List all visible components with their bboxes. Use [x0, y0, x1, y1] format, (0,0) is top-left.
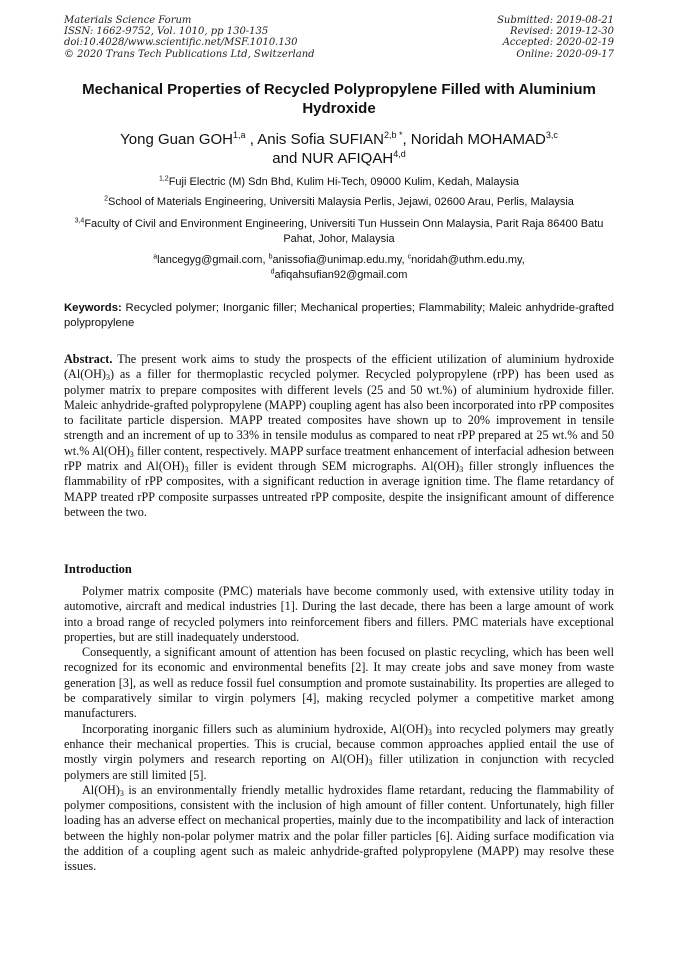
affiliation-1-text: Fuji Electric (M) Sdn Bhd, Kulim Hi-Tech, 09000 Kulim, Kedah, Malaysia [168, 176, 520, 188]
affiliation-2-sup: 2 [104, 195, 109, 203]
author-emails [64, 253, 614, 283]
author-2: Anis Sofia SUFIAN [257, 131, 384, 148]
email-d-sup: d [270, 268, 275, 276]
affiliation-3 [64, 217, 614, 247]
section-heading-introduction: Introduction [64, 562, 132, 576]
intro-paragraph-3 [64, 722, 614, 783]
author-separator: , [402, 131, 411, 148]
subscript: 3 [427, 727, 432, 737]
author-4-sup: 4,d [393, 149, 406, 159]
intro-text: filler utilization in conjunction with recycled polymers are still limited [5]. [64, 752, 614, 782]
author-3-sup: 3,c [545, 130, 558, 140]
affiliation-3-sup: 3,4 [74, 217, 85, 225]
author-1: Yong Guan GOH [120, 131, 234, 148]
subscript: 3 [184, 465, 189, 475]
intro-text: into recycled polymers may greatly enhance their mechanical properties. This is crucial, because common approaches applied entail the use of mostly virgin polymers and research reporting on Al(OH) [64, 721, 614, 767]
subscript: 3 [459, 465, 464, 475]
author-1-sup: 1,a [233, 130, 246, 140]
author-2-sup: 2,b * [383, 130, 403, 140]
journal-issn: ISSN: 1662-9752, Vol. 1010, pp 130-135 [64, 26, 269, 38]
journal-name: Materials Science Forum [64, 15, 192, 26]
subscript: 3 [368, 758, 373, 768]
abstract-text: filler strongly influences the flammability of rPP composites, with a significant reduction in average ignition time. The flame retardancy of MAPP treated rPP composite surpasses untreated rPP composite, despite the insignificant amount of difference between the two. [64, 459, 614, 519]
intro-text: Al(OH) [82, 782, 120, 797]
email-c-sup: c [407, 253, 412, 261]
affiliation-2 [64, 195, 614, 210]
intro-paragraph-2: Consequently, a significant amount of attention has been focused on plastic recycling, which has been well recognized for its economic and environmental benefits [2]. It may create jobs and save money from waste generation [3], as well as reduce fossil fuel consumption and promote sustainability. Its properties are alleged to be comparatively similar to virgin polymers [4], making recycled polymer a competitive market among manufacturers. [64, 645, 614, 721]
intro-paragraph-4 [64, 783, 614, 875]
email-a[interactable]: lancegyg@gmail.com, [157, 254, 269, 266]
email-c[interactable]: noridah@uthm.edu.my, [411, 254, 525, 266]
intro-text: Incorporating inorganic fillers such as aluminium hydroxide, Al(OH) [82, 721, 428, 736]
author-and: and [272, 150, 302, 167]
author-separator: , [245, 131, 258, 148]
affiliation-1 [64, 175, 614, 190]
publication-dates [497, 15, 614, 60]
keywords [64, 301, 614, 331]
affiliation-2-text: School of Materials Engineering, Universiti Malaysia Perlis, Jejawi, 02600 Arau, Perlis, Malaysia [108, 196, 574, 208]
journal-copyright: © 2020 Trans Tech Publications Ltd, Switzerland [64, 48, 315, 60]
date-accepted: Accepted: 2020-02-19 [502, 37, 614, 49]
author-list [64, 130, 614, 168]
date-submitted: Submitted: 2019-08-21 [497, 15, 614, 26]
affiliation-1-sup: 1,2 [158, 175, 169, 183]
subscript: 3 [129, 449, 134, 459]
journal-doi: doi:10.4028/www.scientific.net/MSF.1010.130 [64, 37, 298, 49]
keywords-text: Recycled polymer; Inorganic filler; Mechanical properties; Flammability; Maleic anhydride-grafted polypropylene [64, 302, 614, 329]
date-revised: Revised: 2019-12-30 [510, 26, 614, 38]
subscript: 3 [105, 373, 110, 383]
abstract-label: Abstract. [64, 352, 113, 366]
abstract-text: filler content, respectively. MAPP surface treatment enhancement of interfacial adhesion between rPP matrix and Al(OH) [64, 443, 614, 474]
date-online: Online: 2020-09-17 [516, 48, 614, 60]
affiliation-3-text: Faculty of Civil and Environment Engineering, Universiti Tun Hussein Onn Malaysia, Parit Raja 86400 Batu Pahat, Johor, Malaysia [84, 218, 604, 245]
abstract [64, 352, 614, 520]
email-b-sup: b [268, 253, 273, 261]
intro-paragraph-1: Polymer matrix composite (PMC) materials have become commonly used, with extensive utility today in automotive, aircraft and medical industries [1]. During the last decade, there has been a large amount of work into a broad range of recycled polymers into reinforcement fibers and fillers. PMC materials have exceptional properties, but are still inadequately understood. [64, 584, 614, 644]
abstract-text: ) as a filler for thermoplastic recycled polymer. Recycled polypropylene (rPP) has been used as polymer matrix to prepare composites with different levels (25 and 50 wt.%) of aluminium hydroxide filler. Maleic anhydride-grafted polypropylene (MAPP) coupling agent has also been incorporated into rPP composites to facilitate particle dispersion. MAPP treated composites have shown up to 20% improvement in tensile strength and an increment of up to 33% in tensile modulus as compared to neat rPP prepared at 25 wt.% and 50 wt.% Al(OH) [64, 367, 614, 458]
paper-title: Mechanical Properties of Recycled Polypropylene Filled with Aluminium Hydroxide [82, 81, 596, 117]
author-4: NUR AFIQAH [301, 150, 394, 167]
email-d[interactable]: afiqahsufian92@gmail.com [274, 269, 408, 281]
abstract-text: filler is evident through SEM micrographs. Al(OH) [188, 459, 460, 474]
journal-info [64, 15, 315, 60]
email-b[interactable]: anissofia@unimap.edu.my, [272, 254, 408, 266]
author-3: Noridah MOHAMAD [410, 131, 546, 148]
email-a-sup: a [153, 253, 158, 261]
abstract-text: The present work aims to study the prospects of the efficient utilization of aluminium hydroxide (Al(OH) [64, 352, 614, 382]
intro-text: is an environmentally friendly metallic hydroxides flame retardant, reducing the flammability of polymer compositions, consistent with the inclusion of high amount of filler content. Unfortunately, high filler loading has an adverse effect on mechanical properties, mainly due to the incompatibility and lack of interaction between the highly non-polar polymer matrix and the polar filler particles [6]. Aiding surface modification via the addition of a coupling agent such as maleic anhydride-grafted polypropylene (MAPP) may resolve these issues. [64, 782, 614, 874]
introduction-body [64, 584, 614, 875]
subscript: 3 [119, 788, 124, 798]
keywords-label: Keywords: [64, 302, 122, 314]
